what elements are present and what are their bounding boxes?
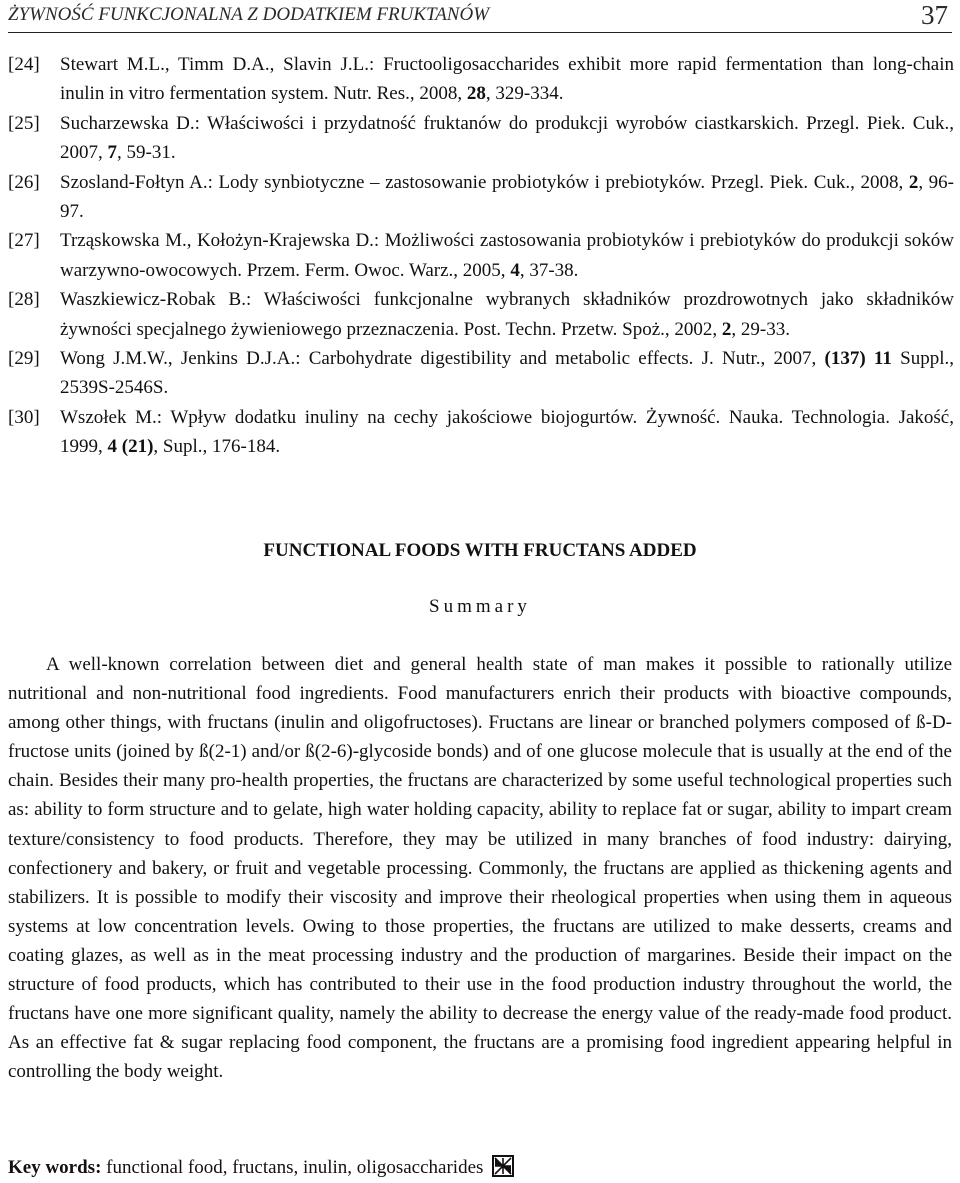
summary-label: Summary <box>429 596 531 617</box>
reference-item <box>8 226 954 285</box>
reference-volume: 28 <box>466 83 486 105</box>
reference-text: Szosland-Fołtyn A.: Lody synbiotyczne – zastosowanie probiotyków i prebiotyków. Przegl. Piek. Cuk., 2008, 2, 96-97. <box>60 171 954 223</box>
keywords-line <box>8 1155 514 1179</box>
reference-number: [26] <box>8 171 40 193</box>
reference-list <box>8 50 954 462</box>
reference-number: [25] <box>8 112 40 134</box>
reference-text: Waszkiewicz-Robak B.: Właściwości funkcjonalne wybranych składników prozdrowotnych jako składników żywności specjalnego żywieniowego przeznaczenia. Post. Techn. Przetw. Spoż., 2002, 2, 29-33. <box>60 289 954 340</box>
reference-number: [28] <box>8 289 40 311</box>
reference-text: Sucharzewska D.: Właściwości i przydatność fruktanów do produkcji wyrobów ciastkarskich. Przegl. Piek. Cuk., 2007, 7, 59-31. <box>60 112 954 164</box>
reference-volume: 4 <box>510 259 520 281</box>
reference-number: [24] <box>8 54 40 75</box>
summary-title: FUNCTIONAL FOODS WITH FRUCTANS ADDED <box>263 540 697 561</box>
reference-authors: Waszkiewicz-Robak B. <box>60 289 246 311</box>
reference-volume: 4 (21) <box>107 436 154 458</box>
reference-authors: Wszołek M. <box>60 406 157 428</box>
reference-number: [30] <box>8 406 40 428</box>
end-mark-icon <box>492 1155 514 1177</box>
reference-authors: Sucharzewska D. <box>60 112 195 134</box>
reference-authors: Wong J.M.W., Jenkins D.J.A. <box>60 348 296 370</box>
reference-item <box>8 285 954 344</box>
reference-item <box>8 403 954 462</box>
reference-volume: 7 <box>107 142 117 164</box>
reference-number: [27] <box>8 230 40 252</box>
reference-text: Trząskowska M., Kołożyn-Krajewska D.: Możliwości zastosowania probiotyków i prebiotyków do produkcji soków warzywno-owocowych. Przem. Ferm. Owoc. Warz., 2005, 4, 37-38. <box>60 230 954 281</box>
reference-text: Wong J.M.W., Jenkins D.J.A.: Carbohydrate digestibility and metabolic effects. J. Nutr., 2007, (137) 11 Suppl., 2539S-2546S. <box>60 348 954 399</box>
running-title: ŻYWNOŚĆ FUNKCJONALNA Z DODATKIEM FRUKTANÓW <box>8 4 490 25</box>
reference-volume: 2 <box>908 171 919 193</box>
reference-text: Wszołek M.: Wpływ dodatku inuliny na cechy jakościowe biojogurtów. Żywność. Nauka. Technologia. Jakość, 1999, 4 (21), Supl., 176-184. <box>60 406 954 458</box>
reference-item <box>8 50 954 109</box>
reference-number: [29] <box>8 348 40 370</box>
reference-text: Stewart M.L., Timm D.A., Slavin J.L.: Fructooligosaccharides exhibit more rapid fermentation than long-chain inulin in vitro fermentation system. Nutr. Res., 2008, 28, 329-334. <box>60 54 954 105</box>
keywords-text: functional food, fructans, inulin, oligosaccharides <box>106 1157 484 1178</box>
page-number: 37 <box>921 0 948 30</box>
reference-item <box>8 344 954 403</box>
reference-item <box>8 109 954 168</box>
reference-authors: Stewart M.L., Timm D.A., Slavin J.L. <box>60 54 369 75</box>
reference-authors: Trząskowska M., Kołożyn-Krajewska D. <box>60 230 374 252</box>
running-header <box>8 2 952 33</box>
reference-volume: 2 <box>721 318 732 340</box>
reference-item <box>8 168 954 227</box>
keywords-label: Key words: <box>8 1157 102 1178</box>
reference-authors: Szosland-Fołtyn A. <box>60 171 208 193</box>
abstract-paragraph: A well-known correlation between diet and general health state of man makes it possible to rationally utilize nutritional and non-nutritional food ingredients. Food manufacturers enrich their products with bioactive compounds, among other things, with fructans (inulin and oligofructoses). Fructans are linear or branched polymers composed of ß-D-fructose units (joined by ß(2-1) and/or ß(2-6)-glycoside bonds) and of one glucose molecule that is usually at the end of the chain. Besides their many pro-health properties, the fructans are characterized by some useful technological properties such as: ability to form structure and to gelate, high water holding capacity, ability to replace fat or sugar, ability to impart cream texture/consistency to food products. Therefore, they may be utilized in many branches of food industry: dairying, confectionery and bakery, or fruit and vegetable processing. Commonly, the fructans are applied as thickening agents and stabilizers. It is possible to modify their viscosity and improve their rheological properties when using them in aqueous systems at low concentration levels. Owing to those properties, the fructans are utilized to make desserts, creams and coating glazes, as well as in the meat processing industry and the production of margarines. Beside their impact on the structure of food products, which has contributed to their use in the food production industry throughout the world, the fructans have one more significant quality, namely the ability to decrease the energy value of the ready-made food product. As an effective fat & sugar replacing food component, the fructans are a promising food ingredient appearing helpful in controlling the body weight. <box>8 654 952 1083</box>
reference-volume: (137) 11 <box>824 348 892 370</box>
